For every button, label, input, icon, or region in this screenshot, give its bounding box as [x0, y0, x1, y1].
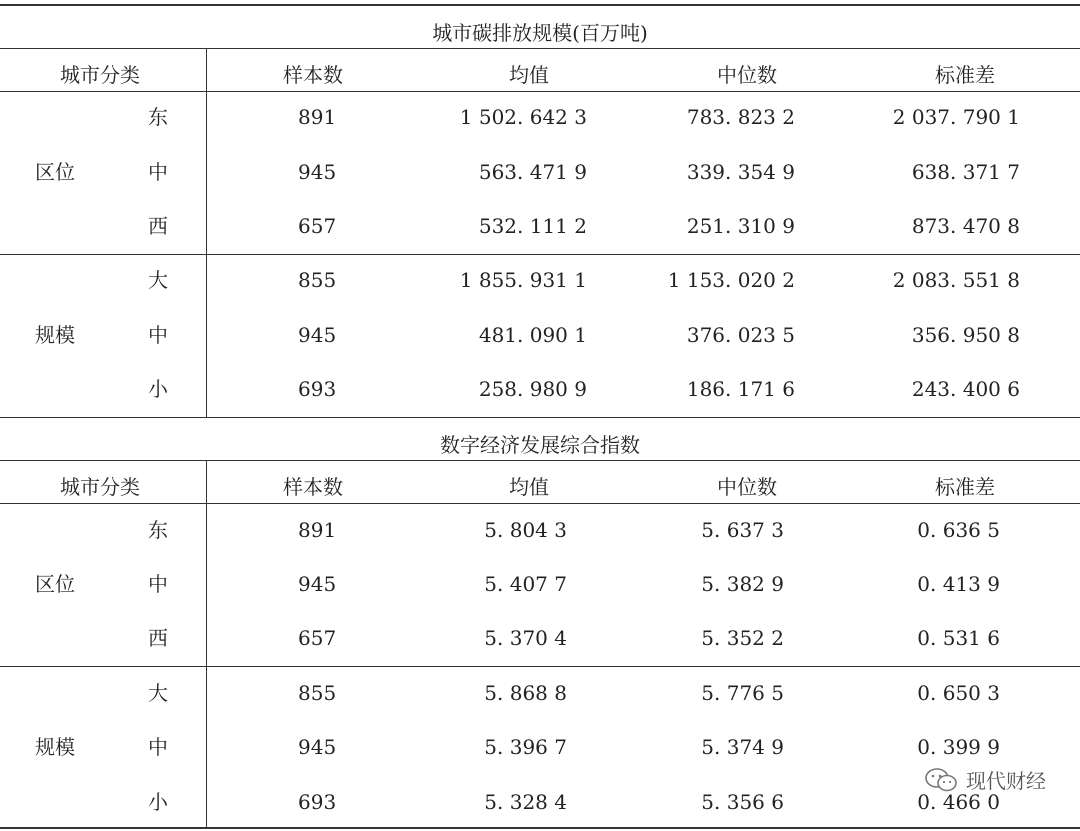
row-label: 东	[148, 518, 168, 542]
row-label: 中	[148, 572, 168, 596]
group-label: 区位	[35, 572, 75, 596]
row-label: 中	[148, 323, 168, 347]
cell-mean: 532. 111 2	[478, 214, 587, 238]
rule	[0, 666, 1080, 667]
cell-mean: 5. 804 3	[484, 518, 567, 542]
cell-std: 0. 399 9	[917, 735, 1000, 759]
row-label: 西	[148, 214, 168, 238]
wechat-icon	[924, 767, 958, 793]
cell-median: 783. 823 2	[686, 105, 795, 129]
cell-median: 186. 171 6	[686, 377, 795, 401]
rule	[0, 460, 1080, 461]
cell-mean: 5. 370 4	[484, 626, 567, 650]
cell-sample-count: 657	[298, 626, 337, 650]
cell-std: 0. 650 3	[917, 681, 1000, 705]
cell-mean: 563. 471 9	[478, 160, 587, 184]
cell-median: 376. 023 5	[686, 323, 795, 347]
header-sample-count: 样本数	[283, 63, 343, 87]
group-label: 规模	[35, 323, 75, 347]
cell-median: 1 153. 020 2	[667, 268, 795, 292]
cell-median: 339. 354 9	[686, 160, 795, 184]
cell-std: 0. 531 6	[917, 626, 1000, 650]
group-label: 区位	[35, 160, 75, 184]
cell-mean: 5. 396 7	[484, 735, 567, 759]
row-label: 西	[148, 626, 168, 650]
table-top-rule	[0, 4, 1080, 6]
cell-mean: 1 502. 642 3	[459, 105, 587, 129]
cell-mean: 5. 868 8	[484, 681, 567, 705]
cell-sample-count: 891	[298, 518, 337, 542]
watermark	[924, 765, 1046, 794]
cell-sample-count: 855	[298, 681, 337, 705]
cell-mean: 1 855. 931 1	[459, 268, 587, 292]
header-median: 中位数	[717, 475, 777, 499]
row-label: 中	[148, 160, 168, 184]
cell-mean: 5. 328 4	[484, 790, 567, 814]
cell-median: 5. 637 3	[701, 518, 784, 542]
cell-std: 243. 400 6	[911, 377, 1020, 401]
cell-median: 5. 356 6	[701, 790, 784, 814]
cell-std: 873. 470 8	[911, 214, 1020, 238]
table-bottom-rule	[0, 827, 1080, 829]
column-divider	[206, 48, 207, 417]
cell-std: 2 037. 790 1	[892, 105, 1020, 129]
rule	[0, 503, 1080, 504]
header-category: 城市分类	[60, 475, 140, 499]
row-label: 大	[148, 681, 168, 705]
cell-mean: 258. 980 9	[478, 377, 587, 401]
rule	[0, 254, 1080, 255]
cell-median: 251. 310 9	[686, 214, 795, 238]
section-title-carbon: 城市碳排放规模(百万吨)	[432, 21, 648, 45]
cell-sample-count: 693	[298, 790, 337, 814]
row-label: 东	[148, 105, 168, 129]
watermark-text: 现代财经	[966, 769, 1046, 793]
group-label: 规模	[35, 735, 75, 759]
header-sample-count: 样本数	[283, 475, 343, 499]
header-category: 城市分类	[60, 63, 140, 87]
cell-median: 5. 374 9	[701, 735, 784, 759]
column-divider	[206, 460, 207, 828]
cell-sample-count: 855	[298, 268, 337, 292]
cell-std: 0. 636 5	[917, 518, 1000, 542]
section-title-digital-economy: 数字经济发展综合指数	[440, 433, 640, 457]
header-std: 标准差	[935, 475, 995, 499]
rule	[0, 417, 1080, 418]
cell-sample-count: 657	[298, 214, 337, 238]
header-median: 中位数	[717, 63, 777, 87]
cell-std: 638. 371 7	[911, 160, 1020, 184]
cell-sample-count: 945	[298, 160, 337, 184]
header-std: 标准差	[935, 63, 995, 87]
cell-median: 5. 352 2	[701, 626, 784, 650]
header-mean: 均值	[509, 63, 549, 87]
cell-mean: 481. 090 1	[478, 323, 587, 347]
cell-std: 2 083. 551 8	[892, 268, 1020, 292]
cell-sample-count: 693	[298, 377, 337, 401]
cell-sample-count: 945	[298, 323, 337, 347]
cell-median: 5. 382 9	[701, 572, 784, 596]
cell-median: 5. 776 5	[701, 681, 784, 705]
cell-mean: 5. 407 7	[484, 572, 567, 596]
cell-std: 356. 950 8	[911, 323, 1020, 347]
row-label: 小	[148, 790, 168, 814]
rule	[0, 91, 1080, 92]
cell-sample-count: 891	[298, 105, 337, 129]
cell-std: 0. 466 0	[917, 790, 1000, 814]
header-mean: 均值	[509, 475, 549, 499]
cell-sample-count: 945	[298, 572, 337, 596]
row-label: 中	[148, 735, 168, 759]
rule	[0, 48, 1080, 49]
row-label: 小	[148, 377, 168, 401]
row-label: 大	[148, 268, 168, 292]
cell-sample-count: 945	[298, 735, 337, 759]
cell-std: 0. 413 9	[917, 572, 1000, 596]
